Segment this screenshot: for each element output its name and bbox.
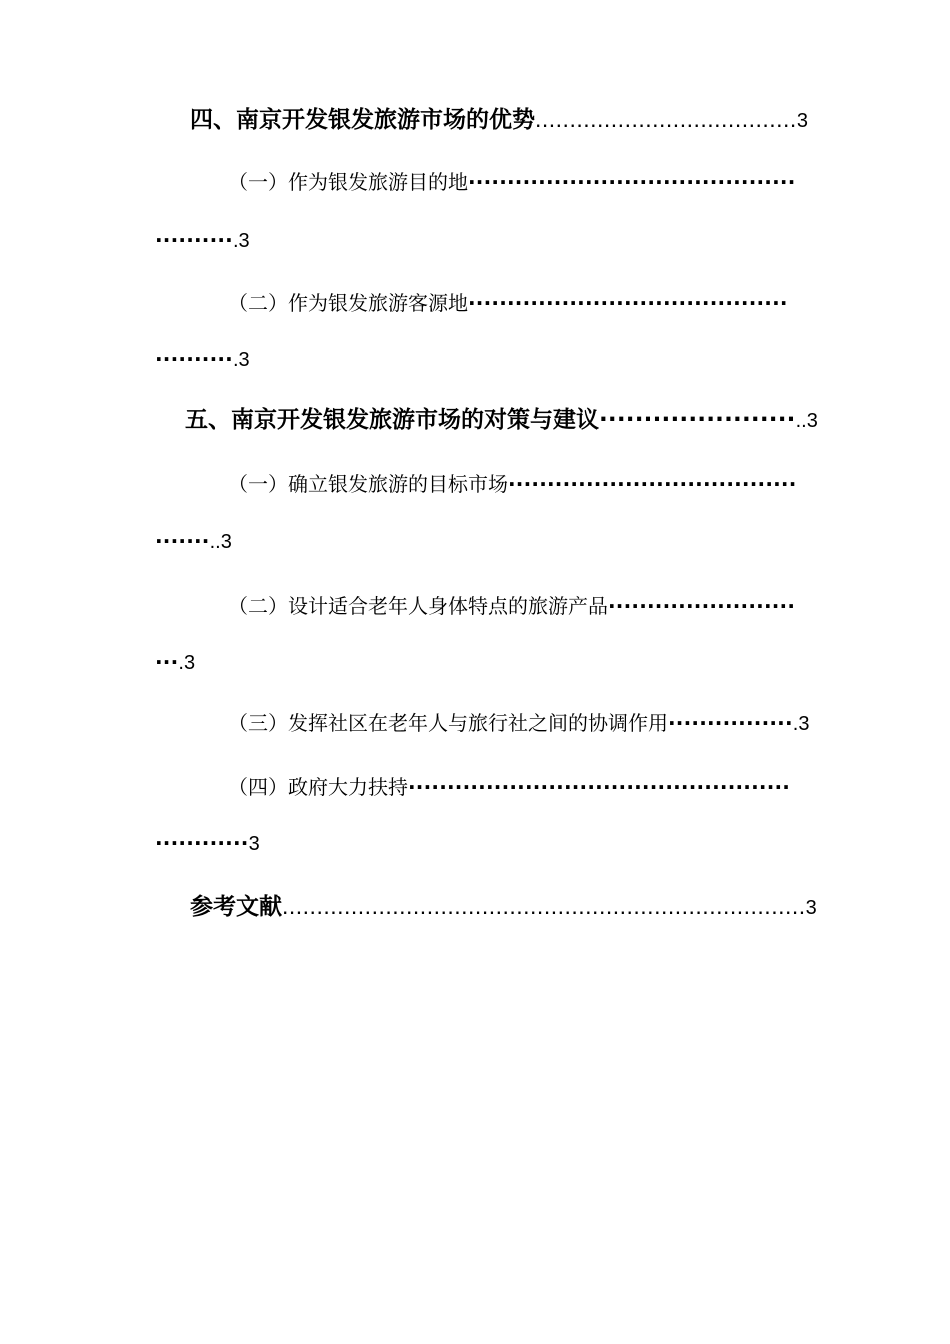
toc-entry-title: （一）确立银发旅游的目标市场 [228, 472, 508, 496]
toc-leader-dots: ····································· [508, 472, 797, 496]
toc-page-number: 3 [248, 833, 260, 855]
toc-entry-5-3[interactable] [228, 713, 809, 734]
toc-entry-5-4[interactable] [228, 777, 790, 797]
toc-page-number: ..3 [795, 410, 818, 432]
toc-page-number: .3 [232, 349, 250, 371]
toc-page-number: .3 [792, 713, 810, 735]
toc-entry-title: 参考文献 [190, 894, 282, 920]
toc-page-number: ..3 [209, 531, 232, 553]
toc-leader-dots: ······· [155, 529, 210, 553]
toc-leader-dots: ·········· [155, 228, 233, 252]
toc-entry-title: 四、南京开发银发旅游市场的优势 [190, 107, 535, 133]
toc-entry-title: （二）作为银发旅游客源地 [228, 291, 468, 315]
toc-entry-title: （三）发挥社区在老年人与旅行社之间的协调作用 [228, 711, 668, 735]
toc-page-number: .3 [232, 230, 250, 252]
toc-leader-dots: ............................................................................ [282, 893, 806, 919]
toc-leader-dots: ························ [608, 594, 796, 618]
toc-leader-dots: ······················ [599, 407, 796, 433]
toc-leader-dots: ··· [155, 650, 179, 674]
toc-entry-5-1[interactable] [228, 474, 797, 494]
toc-entry-4-1-continuation [155, 230, 250, 251]
toc-entry-5-4-continuation [155, 833, 260, 854]
toc-leader-dots: ············ [155, 831, 249, 855]
toc-entry-5-1-continuation [155, 531, 232, 552]
toc-leader-dots: ...................................... [535, 106, 797, 132]
toc-entry-references[interactable] [190, 895, 817, 919]
toc-entry-5-2-continuation [155, 652, 195, 673]
toc-entry-4-2-continuation [155, 349, 250, 370]
toc-entry-section-4[interactable] [190, 108, 808, 132]
toc-entry-title: （一）作为银发旅游目的地 [228, 170, 468, 194]
toc-leader-dots: ········································· [468, 291, 788, 315]
toc-leader-dots: ················································· [408, 775, 791, 799]
toc-entry-4-2[interactable] [228, 293, 788, 313]
toc-leader-dots: ················ [668, 711, 793, 735]
toc-entry-4-1[interactable] [228, 172, 796, 192]
toc-page-number: .3 [178, 652, 196, 674]
toc-leader-dots: ·········· [155, 347, 233, 371]
toc-leader-dots: ·········································· [468, 170, 796, 194]
toc-entry-5-2[interactable] [228, 596, 795, 616]
toc-entry-title: 五、南京开发银发旅游市场的对策与建议 [185, 407, 599, 433]
toc-entry-title: （四）政府大力扶持 [228, 775, 408, 799]
toc-page-number: 3 [805, 897, 817, 919]
toc-entry-title: （二）设计适合老年人身体特点的旅游产品 [228, 594, 608, 618]
toc-page-number: 3 [796, 110, 808, 132]
toc-entry-section-5[interactable] [185, 409, 818, 432]
